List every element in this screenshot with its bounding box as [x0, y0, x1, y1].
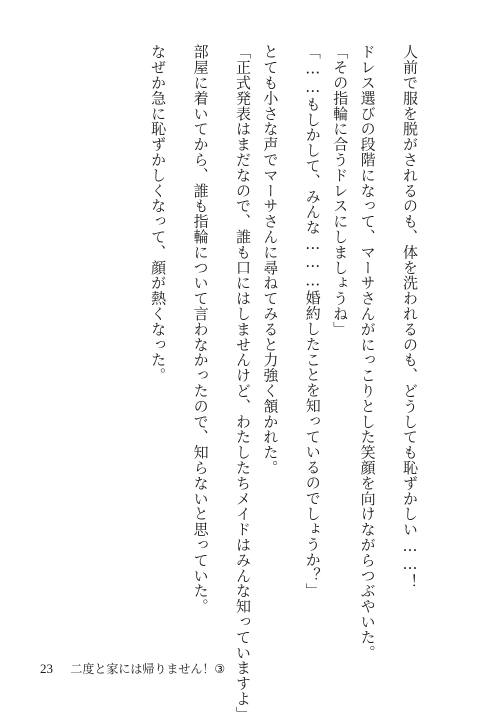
- dialogue-line: 「その指輪に合うドレスにしましょうね」: [331, 44, 350, 337]
- blank-line: [116, 44, 143, 654]
- text-line: ドレス選びの段階になって、マーサさんがにっこりとした笑顔を向けながらつぶやいた。: [358, 44, 377, 660]
- dialogue-line: 「……もしかして、みんな………婚約したことを知っているのでしょうか？」: [303, 44, 322, 598]
- page-footer: [40, 660, 225, 677]
- page-number: 23: [40, 661, 53, 676]
- text-line: 部屋に着いてから、誰も指輪について言わなかったので、知らないと思っていた。: [191, 44, 210, 614]
- scene-separator: [0, 44, 116, 654]
- text-line: 人前で服を脱がされるのも、体を洗われるのも、どうしても恥ずかしい……！: [401, 44, 419, 589]
- book-title: 二度と家には帰りません！③: [70, 662, 226, 676]
- text-line: とても小さな声でマーサさんに尋ねてみると力強く頷かれた。: [261, 44, 280, 476]
- text-line: なぜか急に恥ずかしくなって、顔が熱くなった。: [149, 44, 168, 383]
- dialogue-line: 「正式発表はまだなので、誰も口にはしませんけど、わたしたちメイドはみんな知っていますよ」: [233, 44, 252, 722]
